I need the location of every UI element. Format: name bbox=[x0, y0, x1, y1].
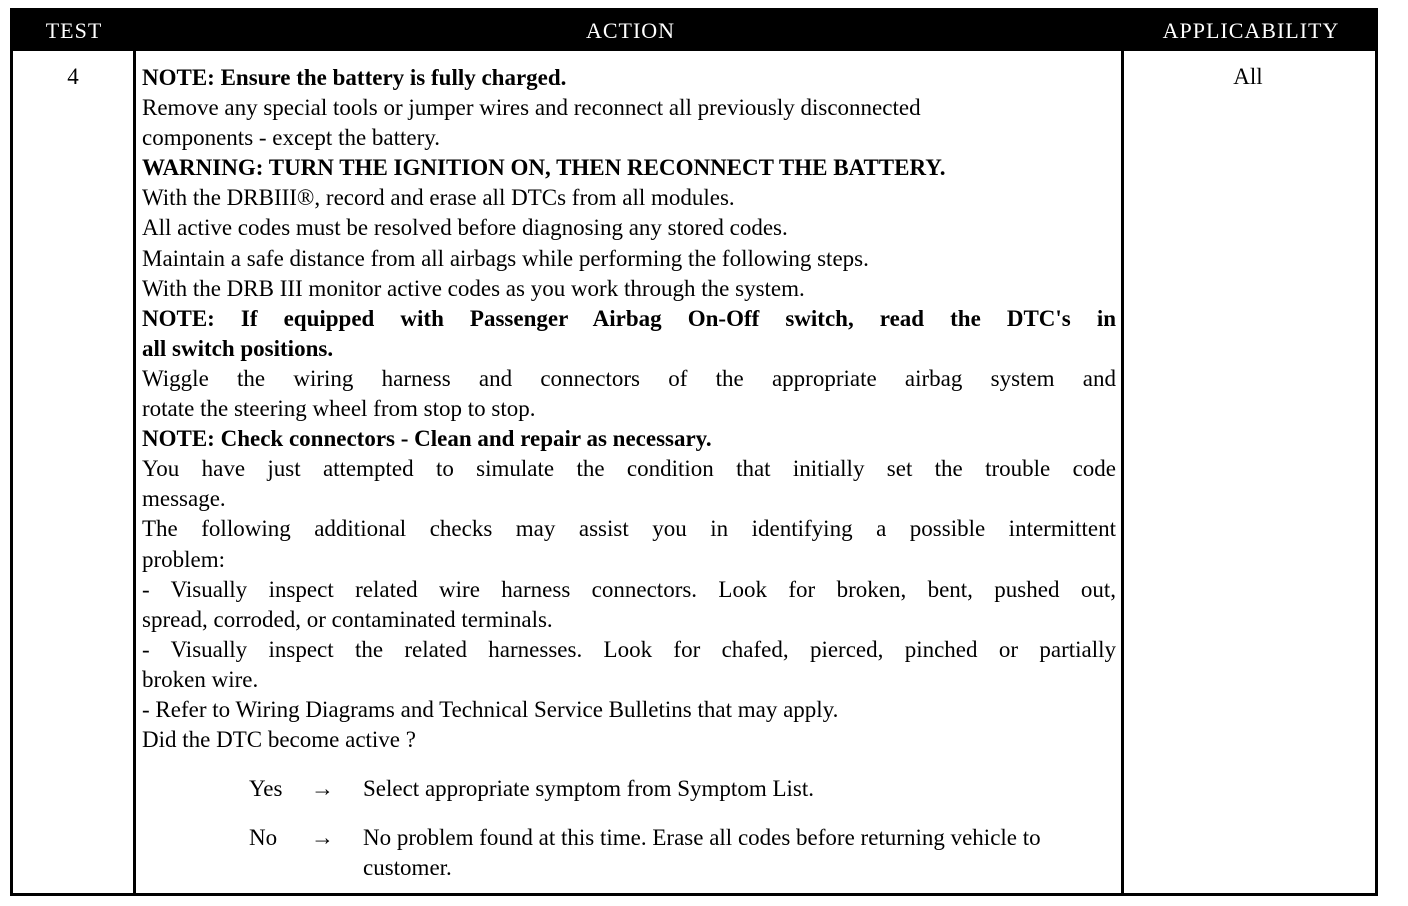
action-line: With the DRBIII®, record and erase all DTCs from all modules. bbox=[142, 185, 735, 211]
action-line: problem: bbox=[142, 546, 226, 572]
note-passenger-airbag: NOTE: If equipped with Passenger Airbag On-Off switch, read the DTC's in bbox=[142, 305, 1116, 331]
action-line: Maintain a safe distance from all airbags while performing the following steps. bbox=[142, 245, 869, 271]
action-line: rotate the steering wheel from stop to stop. bbox=[142, 396, 536, 422]
action-line: All active codes must be resolved before diagnosing any stored codes. bbox=[142, 215, 788, 241]
action-cell bbox=[142, 63, 1116, 902]
header-test: TEST bbox=[45, 18, 103, 43]
action-line: broken wire. bbox=[142, 666, 259, 692]
answer-key: No bbox=[249, 825, 278, 851]
action-line: message. bbox=[142, 486, 226, 512]
action-line: components - except the battery. bbox=[142, 125, 441, 151]
action-line: spread, corroded, or contaminated terminals. bbox=[142, 606, 553, 632]
action-line: Remove any special tools or jumper wires and reconnect all previously disconnected bbox=[142, 95, 921, 121]
note-passenger-airbag-cont: all switch positions. bbox=[142, 335, 334, 361]
column-divider bbox=[133, 51, 136, 893]
applicability-value: All bbox=[1233, 64, 1263, 89]
answer-text: No problem found at this time. Erase all codes before returning vehicle to customer. bbox=[363, 825, 1041, 881]
header-applicability: APPLICABILITY bbox=[1162, 18, 1340, 43]
arrow-right-icon: → bbox=[311, 776, 334, 802]
note-check-connectors: NOTE: Check connectors - Clean and repair as necessary. bbox=[142, 426, 712, 452]
action-line: You have just attempted to simulate the condition that initially set the trouble code bbox=[142, 456, 1116, 482]
question: Did the DTC become active ? bbox=[142, 727, 416, 753]
header-action: ACTION bbox=[585, 18, 676, 43]
answer-no bbox=[249, 823, 1116, 883]
answer-key: Yes bbox=[249, 776, 283, 802]
action-line: - Visually inspect related wire harness connectors. Look for broken, bent, pushed out, bbox=[142, 576, 1116, 602]
warning-ignition: WARNING: TURN THE IGNITION ON, THEN RECONNECT THE BATTERY. bbox=[142, 155, 946, 181]
action-line: - Refer to Wiring Diagrams and Technical Service Bulletins that may apply. bbox=[142, 696, 839, 722]
action-line: Wiggle the wiring harness and connectors of the appropriate airbag system and bbox=[142, 365, 1116, 391]
action-line: With the DRB III monitor active codes as you work through the system. bbox=[142, 275, 805, 301]
arrow-right-icon: → bbox=[311, 825, 334, 851]
answers bbox=[142, 774, 1116, 883]
table-header bbox=[13, 11, 1375, 51]
note-battery: NOTE: Ensure the battery is fully charged. bbox=[142, 65, 567, 90]
answer-yes bbox=[249, 774, 1116, 804]
test-number: 4 bbox=[67, 64, 79, 89]
answer-text: Select appropriate symptom from Symptom List. bbox=[363, 776, 814, 802]
diagnostic-table bbox=[10, 8, 1378, 896]
action-line: The following additional checks may assist you in identifying a possible intermittent bbox=[142, 516, 1116, 542]
column-divider bbox=[1121, 51, 1124, 893]
action-line: - Visually inspect the related harnesses. Look for chafed, pierced, pinched or partially bbox=[142, 636, 1116, 662]
